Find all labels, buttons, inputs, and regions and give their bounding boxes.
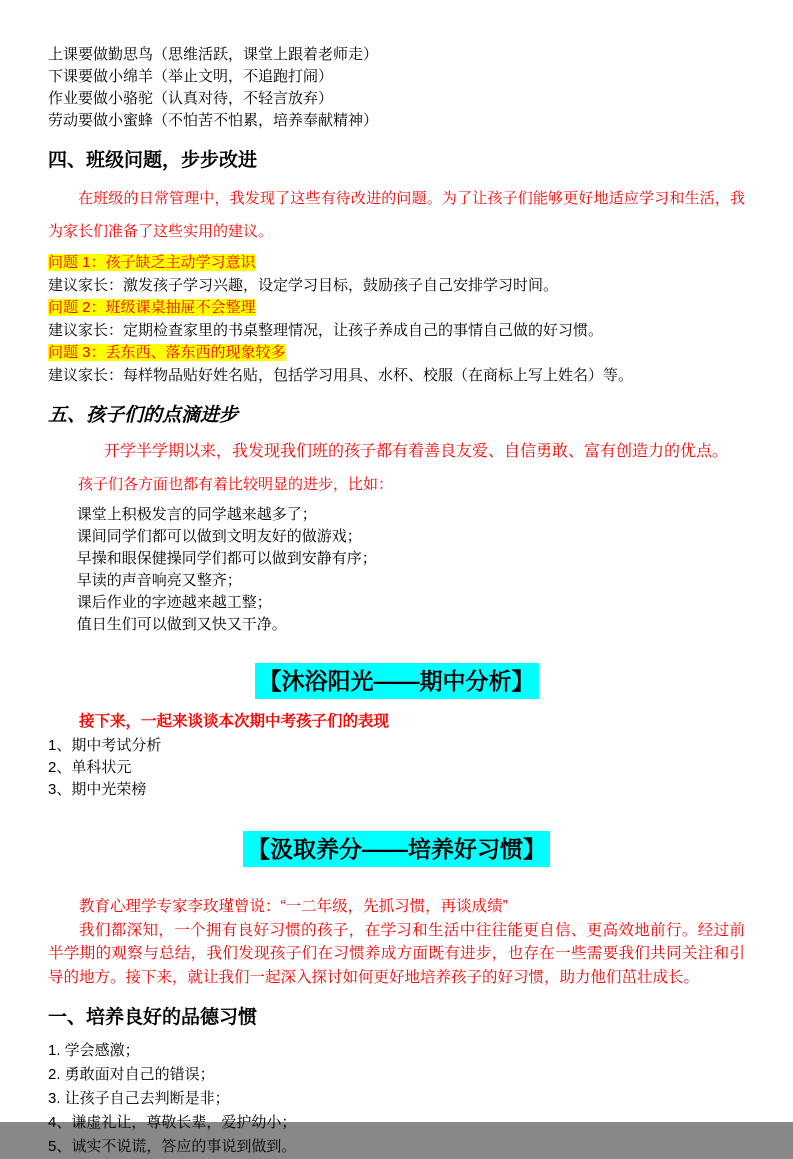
problem-line — [48, 252, 745, 275]
progress-intro-1: 开学半学期以来，我发现我们班的孩子都有着善良友爱、自信勇敢、富有创造力的优点。 — [104, 443, 729, 460]
section-heading-children-progress: 五、孩子们的点滴进步 — [48, 405, 239, 426]
rule-line: 下课要做小绵羊（举止文明，不追跑打闹） — [48, 68, 334, 85]
rule-line: 上课要做勤思鸟（思维活跃，课堂上跟着老师走） — [48, 46, 379, 63]
good-habits-banner: 【汲取养分——培养好习惯】 — [243, 831, 550, 867]
moral-item: 5、诚实不说谎，答应的事说到做到。 — [48, 1138, 297, 1155]
midterm-topic: 2、单科状元 — [48, 759, 132, 776]
habits-paragraph: 我们都深知，一个拥有良好习惯的孩子，在学习和生活中往往能更自信、更高效地前行。经过前半学期的观察与总结，我们发现孩子们在习惯养成方面既有进步，也存在一些需要我们共同关注和引导的地方。接下来，就让我们一起深入探讨如何更好地培养孩子的好习惯，助力他们茁壮成长。 — [48, 921, 745, 986]
progress-item: 值日生们可以做到又快又干净。 — [76, 616, 287, 633]
rule-line: 劳动要做小蜜蜂（不怕苦不怕累，培养奉献精神） — [48, 112, 379, 129]
moral-item: 3. 让孩子自己去判断是非； — [48, 1090, 230, 1107]
midterm-intro: 接下来，一起来谈谈本次期中考孩子们的表现 — [79, 713, 390, 730]
progress-list — [77, 504, 745, 636]
advice-line: 建议家长：激发孩子学习兴趣，设定学习目标，鼓励孩子自己安排学习时间。 — [48, 276, 559, 294]
section-heading-class-problems: 四、班级问题，步步改进 — [48, 150, 258, 171]
habits-intro-block — [48, 895, 745, 989]
moral-item: 4、谦虚礼让，尊敬长辈，爱护幼小； — [48, 1114, 297, 1131]
section-heading-moral-habits: 一、培养良好的品德习惯 — [48, 1007, 258, 1028]
progress-item: 课后作业的字迹越来越工整； — [76, 594, 272, 611]
midterm-topic: 3、期中光荣榜 — [48, 781, 147, 798]
midterm-analysis-banner: 【沐浴阳光——期中分析】 — [255, 663, 539, 699]
expert-quote: 教育心理学专家李玫瑾曾说：“一二年级，先抓习惯，再谈成绩” — [79, 898, 508, 915]
problem-line — [48, 297, 745, 320]
problem-highlight: 问题 1：孩子缺乏主动学习意识 — [48, 254, 256, 271]
problem-highlight: 问题 2：班级课桌抽屉不会整理 — [48, 299, 256, 316]
midterm-topic: 1、期中考试分析 — [48, 737, 162, 754]
problem-highlight: 问题 3：丢东西、落东西的现象较多 — [48, 344, 286, 361]
progress-item: 早读的声音响亮又整齐； — [76, 572, 242, 589]
class-problems-intro: 在班级的日常管理中，我发现了这些有待改进的问题。为了让孩子们能够更好地适应学习和生活，我为家长们准备了这些实用的建议。 — [48, 190, 745, 240]
moral-item: 2. 勇敢面对自己的错误； — [48, 1066, 215, 1083]
problems-advice-list — [48, 252, 745, 387]
habits-banner-row — [48, 831, 745, 867]
midterm-banner-row — [48, 663, 745, 699]
midterm-topic-list — [48, 735, 745, 801]
progress-item: 早操和眼保健操同学们都可以做到安静有序； — [76, 550, 377, 567]
moral-habits-list — [48, 1039, 745, 1159]
advice-line: 建议家长：每样物品贴好姓名贴，包括学习用具、水杯、校服（在商标上写上姓名）等。 — [48, 366, 634, 384]
progress-item: 课堂上积极发言的同学越来越多了； — [76, 506, 317, 523]
progress-item: 课间同学们都可以做到文明友好的做游戏； — [76, 528, 362, 545]
problem-line — [48, 342, 745, 365]
class-rules-list — [48, 44, 745, 132]
advice-line: 建议家长：定期检查家里的书桌整理情况，让孩子养成自己的事情自己做的好习惯。 — [48, 321, 604, 339]
moral-item: 1. 学会感激； — [48, 1042, 140, 1059]
progress-intro-2: 孩子们各方面也都有着比较明显的进步，比如： — [78, 476, 394, 493]
rule-line: 作业要做小骆驼（认真对待，不轻言放弃） — [48, 90, 334, 107]
